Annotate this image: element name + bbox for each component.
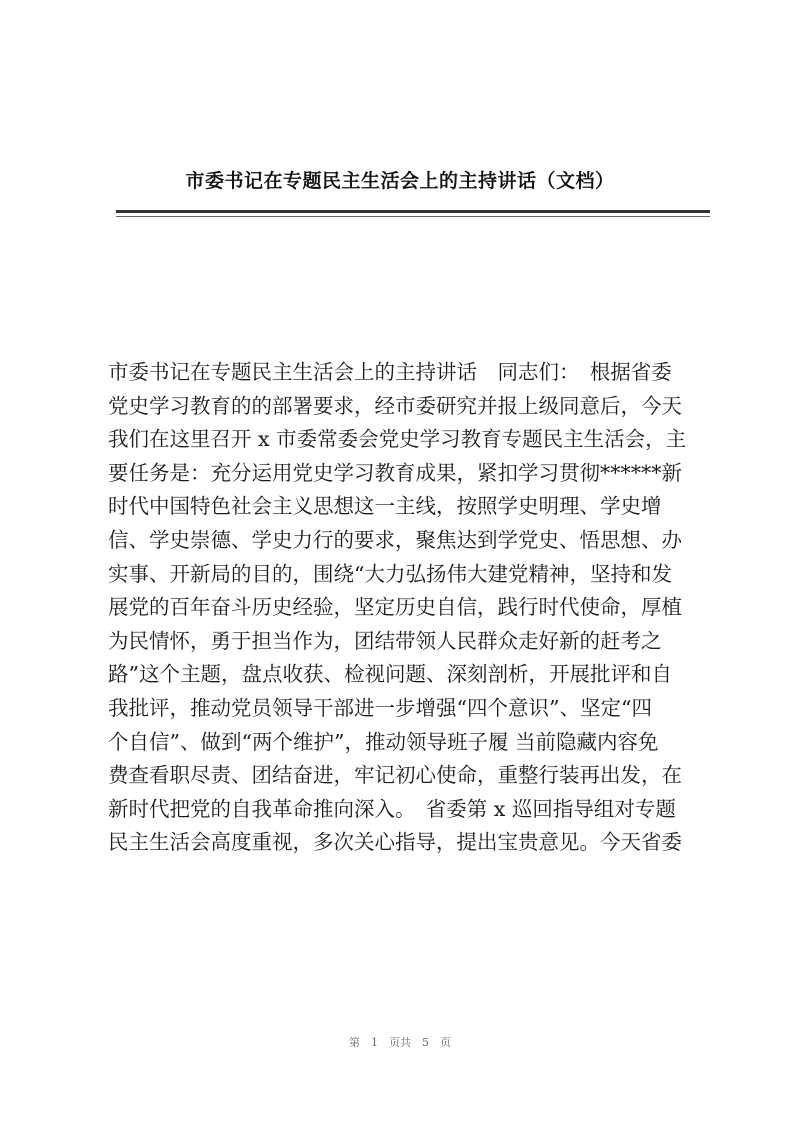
body-line: 新时代把党的自我革命推向深入。 省委第 x 巡回指导组对专题 — [108, 796, 676, 821]
body-line: 要任务是：充分运用党史学习教育成果，紧扣学习贯彻******新 — [108, 460, 682, 485]
body-line: 实事、开新局的目的，围绕“大力弘扬伟大建党精神，坚持和发 — [108, 561, 672, 586]
body-line: 我们在这里召开 x 市委常委会党史学习教育专题民主生活会，主 — [108, 427, 687, 452]
body-line: 展党的百年奋斗历史经验，坚定历史自信，践行时代使命，厚植 — [108, 595, 682, 620]
body-line: 我批评，推动党员领导干部进一步增强“四个意识”、坚定“四 — [108, 695, 652, 720]
body-line: 路”这个主题，盘点收获、检视问题、深刻剖析，开展批评和自 — [108, 662, 672, 687]
body-line: 费查看职尽责、团结奋进，牢记初心使命，重整行装再出发，在 — [108, 763, 682, 788]
body-line: 个自信”、做到“两个维护”，推动领导班子履 当前隐藏内容免 — [108, 729, 659, 754]
body-line: 民主生活会高度重视，多次关心指导，提出宝贵意见。今天省委 — [108, 830, 682, 855]
title-underline-thin — [116, 216, 710, 217]
page-number-footer: 第 1 页共 5 页 — [349, 1036, 451, 1049]
body-line: 市委书记在专题民主生活会上的主持讲话 同志们： 根据省委 — [108, 360, 672, 384]
body-line: 时代中国特色社会主义思想这一主线，按照学史明理、学史增 — [108, 494, 662, 519]
body-line: 党史学习教育的的部署要求，经市委研究并报上级同意后，今天 — [108, 393, 682, 418]
document-body — [108, 356, 708, 860]
body-line: 为民情怀，勇于担当作为，团结带领人民群众走好新的赶考之 — [108, 628, 662, 653]
body-line: 信、学史崇德、学史力行的要求，聚焦达到学党史、悟思想、办 — [108, 527, 682, 552]
title-underline — [116, 210, 710, 213]
document-title: 市委书记在专题民主生活会上的主持讲话（文档） — [185, 170, 615, 192]
